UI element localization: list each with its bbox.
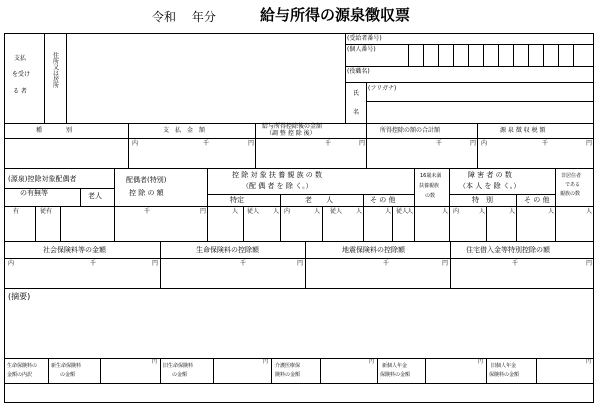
era-year: 令和 年分 [152, 10, 216, 24]
special-spouse-header-1: 配偶者(特別) [126, 176, 167, 184]
under16-header-1: 16歳未満 [420, 173, 442, 179]
disabled-header-1: 障 害 者 の 数 [468, 171, 512, 179]
rojin-header: 老 人 [305, 196, 333, 204]
nonresident-nin: 人 [586, 208, 593, 215]
elderly-spouse-header: 老人 [88, 192, 102, 200]
name-field[interactable] [367, 102, 593, 122]
sonota-header: そ の 他 [370, 196, 396, 204]
name-label-2: 名 [353, 109, 360, 116]
income-en: 円 [359, 140, 366, 147]
housing-en: 円 [586, 260, 593, 267]
tokutei-nin-2: 人 [273, 208, 280, 215]
adjustment-header: （調 整 控 除 後） [266, 130, 316, 137]
old-pension-en: 円 [586, 359, 592, 365]
total-deduction-en: 円 [470, 140, 477, 147]
total-deduction-header: 所得控除の額の合計額 [380, 127, 441, 134]
life-insurance-header: 生命保険料の控除額 [196, 246, 259, 254]
new-pension-en: 円 [478, 359, 484, 365]
under16-header-3: の数 [425, 193, 436, 199]
spouse-header-1: (源泉)控除対象配偶者 [8, 175, 77, 183]
special-spouse-sen: 千 [144, 208, 151, 215]
new-life-en: 円 [152, 359, 158, 365]
tokutei-juunin: 従人 [247, 208, 260, 215]
address-field[interactable] [67, 34, 344, 122]
income-after-deduction-header: 給与所得控除後の金額 [262, 123, 323, 130]
position-label: (役職名) [347, 68, 370, 75]
sonota-juunin: 従人 [396, 208, 409, 215]
sonota-nin: 人 [385, 208, 392, 215]
dependents-header-1: 控 除 対 象 扶 養 親 族 の 数 [232, 171, 323, 179]
withholding-sen: 千 [542, 140, 549, 147]
care-label-1: 介護医療保 [275, 363, 301, 369]
sonota2-nin: 人 [548, 208, 555, 215]
individual-number-label: (個人番号) [347, 46, 376, 53]
nonresident-header-3: 親族の数 [560, 191, 581, 197]
sonota2-header: そ の 他 [524, 196, 550, 204]
kind-header: 種 別 [36, 127, 73, 134]
rojin-nin-2: 人 [356, 208, 363, 215]
remarks-label: (摘要) [8, 292, 31, 301]
rojin-juunin: 従人 [330, 208, 343, 215]
old-pension-label-2: 保険料の金額 [489, 372, 520, 378]
housing-sen: 千 [512, 260, 519, 267]
care-label-2: 険料の金額 [275, 372, 301, 378]
social-insurance-header: 社会保険料等の金額 [43, 246, 106, 254]
old-life-en: 円 [263, 359, 269, 365]
tokubetsu-header: 特 別 [472, 196, 493, 204]
spouse-header-2: の有無等 [20, 189, 48, 197]
payment-en: 円 [248, 140, 255, 147]
sonota-nin-2: 人 [407, 208, 414, 215]
tokubetsu-nin: 人 [479, 208, 486, 215]
address-label: 住所又は居所 [51, 52, 59, 88]
special-spouse-header-2: 控 除 の 額 [129, 189, 164, 197]
housing-loan-header: 住宅借入金等特別控除の額 [466, 246, 550, 254]
earthquake-sen: 千 [383, 260, 390, 267]
earthquake-en: 円 [442, 260, 449, 267]
tokubetsu-nin-2: 人 [509, 208, 516, 215]
remarks-field[interactable] [5, 305, 593, 357]
disabled-header-2: （本 人 を 除 く。） [459, 182, 521, 190]
payment-uchi: 内 [132, 140, 139, 147]
life-en: 円 [297, 260, 304, 267]
total-deduction-sen: 千 [436, 140, 443, 147]
rojin-uchi: 内 [284, 208, 291, 215]
care-en: 円 [369, 359, 375, 365]
payment-amount-header: 支 払 金 額 [163, 127, 206, 134]
income-sen: 千 [325, 140, 332, 147]
kind-field[interactable] [5, 139, 127, 167]
new-pension-label-1: 新個人年金 [382, 363, 408, 369]
special-spouse-en: 円 [200, 208, 207, 215]
spouse-ari[interactable]: 有 [13, 208, 20, 215]
withholding-tax-header: 源 泉 徴 収 税 額 [500, 127, 546, 134]
rojin-nin: 人 [314, 208, 321, 215]
old-pension-label-1: 旧個人年金 [491, 363, 517, 369]
old-life-label-2: の金額 [172, 372, 188, 378]
tokutei-nin: 人 [232, 208, 239, 215]
life-sen: 千 [240, 260, 247, 267]
under16-header-2: 扶養親族 [419, 183, 440, 189]
new-pension-label-2: 保険料の金額 [380, 372, 411, 378]
tokutei-header: 特定 [230, 196, 244, 204]
withholding-uchi: 内 [481, 140, 488, 147]
nonresident-header-1: 非居住者 [561, 173, 582, 179]
individual-number-boxes[interactable] [408, 44, 594, 66]
furigana-label: (フリガナ) [368, 85, 397, 92]
withholding-en: 円 [586, 140, 593, 147]
spouse-juuari[interactable]: 従有 [40, 208, 53, 215]
payment-sen: 千 [203, 140, 210, 147]
social-sen: 千 [90, 260, 97, 267]
recipient-number-label: (受給者番号) [347, 35, 382, 42]
new-life-label-1: 新生命保険料 [51, 363, 82, 369]
new-life-label-2: の金額 [60, 372, 76, 378]
nonresident-header-2: である [565, 182, 581, 188]
under16-nin: 人 [442, 208, 449, 215]
name-label-1: 氏 [353, 90, 360, 97]
social-en: 円 [152, 260, 159, 267]
life-breakdown-label-1: 生命保険料の [7, 363, 38, 369]
dependents-header-2: （配 偶 者 を 除 く。） [242, 182, 313, 190]
social-uchi: 内 [8, 260, 15, 267]
document-title: 給与所得の源泉徴収票 [260, 6, 411, 24]
life-breakdown-label-2: 金額の内訳 [7, 372, 33, 378]
old-life-label-1: 旧生命保険料 [163, 363, 194, 369]
tokubetsu-uchi: 内 [453, 208, 460, 215]
earthquake-insurance-header: 地震保険料の控除額 [342, 246, 405, 254]
